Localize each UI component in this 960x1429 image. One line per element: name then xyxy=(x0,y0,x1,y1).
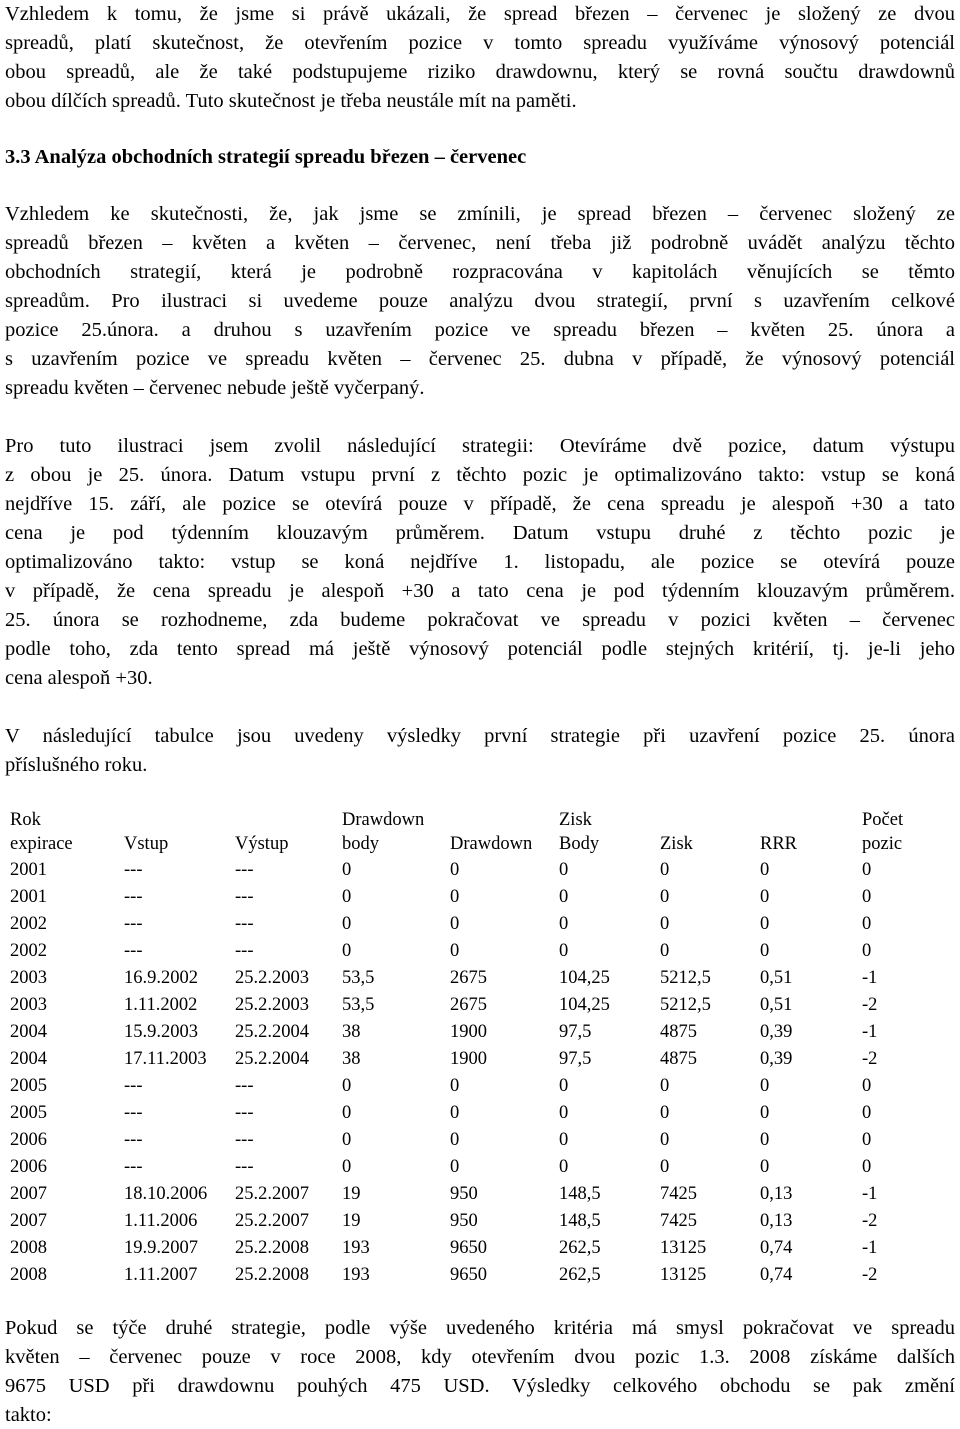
table-cell: --- xyxy=(235,1076,254,1096)
intro-line: spreadů, platí skutečnost, že otevřením pozice v tomto spreadu využíváme výnosový potenciál xyxy=(5,32,955,54)
table-cell: 15.9.2003 xyxy=(124,1022,198,1042)
table-header-cell: Počet xyxy=(862,810,904,830)
para2-line: cena alespoň +30. xyxy=(5,667,153,689)
table-cell: 0 xyxy=(660,887,670,907)
table-cell: 25.2.2008 xyxy=(235,1265,309,1285)
table-cell: 2001 xyxy=(10,887,47,907)
table-cell: 0 xyxy=(862,941,872,961)
table-cell: 7425 xyxy=(660,1211,697,1231)
table-cell: 0 xyxy=(660,1130,670,1150)
table-cell: 13125 xyxy=(660,1238,707,1258)
para3-line: příslušného roku. xyxy=(5,754,148,776)
table-header-cell: Drawdown xyxy=(342,810,425,830)
table-cell: 0 xyxy=(342,1103,352,1123)
table-cell: 0 xyxy=(559,887,569,907)
table-cell: 19 xyxy=(342,1184,361,1204)
table-cell: 2005 xyxy=(10,1103,47,1123)
table-cell: 2003 xyxy=(10,995,47,1015)
table-cell: 0 xyxy=(450,1103,460,1123)
table-cell: 950 xyxy=(450,1184,478,1204)
table-cell: 2003 xyxy=(10,968,47,988)
table-cell: -1 xyxy=(862,1238,878,1258)
table-cell: 19 xyxy=(342,1211,361,1231)
table-cell: 2004 xyxy=(10,1049,47,1069)
para4-line: květen – červenec pouze v roce 2008, kdy otevřením dvou pozic 1.3. 2008 získáme dalších xyxy=(5,1346,955,1368)
table-cell: 1.11.2007 xyxy=(124,1265,198,1285)
table-cell: -1 xyxy=(862,1184,878,1204)
table-cell: 16.9.2002 xyxy=(124,968,198,988)
table-cell: 0 xyxy=(342,887,352,907)
table-cell: 0 xyxy=(660,1103,670,1123)
table-cell: 0 xyxy=(862,1076,872,1096)
table-cell: --- xyxy=(235,887,254,907)
table-cell: 148,5 xyxy=(559,1184,601,1204)
para1-line: obchodních strategií, která je podrobně rozpracována v kapitolách věnujících se těmto xyxy=(5,261,955,283)
table-cell: 0 xyxy=(342,914,352,934)
table-cell: 0 xyxy=(559,1130,569,1150)
table-cell: -2 xyxy=(862,1211,878,1231)
table-cell: --- xyxy=(124,1157,143,1177)
table-cell: --- xyxy=(124,860,143,880)
section-heading: 3.3 Analýza obchodních strategií spreadu březen – červenec xyxy=(5,146,527,168)
table-cell: 53,5 xyxy=(342,968,375,988)
table-cell: 0 xyxy=(450,914,460,934)
table-cell: 1900 xyxy=(450,1049,487,1069)
table-cell: 950 xyxy=(450,1211,478,1231)
table-cell: 0 xyxy=(342,860,352,880)
table-cell: 0 xyxy=(450,887,460,907)
table-cell: 193 xyxy=(342,1265,370,1285)
table-header-cell: Výstup xyxy=(235,834,289,854)
table-cell: 0 xyxy=(559,1076,569,1096)
para2-line: nejdříve 15. září, ale pozice se otevírá pouze v případě, že cena spreadu je alespoň +30 a tato xyxy=(5,493,955,515)
para1-line: spreadu květen – červenec nebude ještě vyčerpaný. xyxy=(5,377,425,399)
table-cell: 25.2.2007 xyxy=(235,1184,309,1204)
table-cell: 0 xyxy=(559,860,569,880)
table-cell: 2001 xyxy=(10,860,47,880)
para3-line: V následující tabulce jsou uvedeny výsledky první strategie při uzavření pozice 25. února xyxy=(5,725,955,747)
table-cell: 1900 xyxy=(450,1022,487,1042)
table-cell: 4875 xyxy=(660,1022,697,1042)
table-cell: 148,5 xyxy=(559,1211,601,1231)
table-cell: 0 xyxy=(450,860,460,880)
table-cell: 38 xyxy=(342,1049,361,1069)
table-cell: 0 xyxy=(450,1157,460,1177)
table-cell: 0 xyxy=(862,1130,872,1150)
table-cell: 25.2.2007 xyxy=(235,1211,309,1231)
table-cell: 13125 xyxy=(660,1265,707,1285)
table-cell: -2 xyxy=(862,995,878,1015)
table-cell: 0,51 xyxy=(760,995,793,1015)
table-cell: 97,5 xyxy=(559,1022,592,1042)
table-cell: 2004 xyxy=(10,1022,47,1042)
table-cell: 0 xyxy=(760,1076,770,1096)
para4-line: 9675 USD při drawdownu pouhých 475 USD. Výsledky celkového obchodu se pak změní xyxy=(5,1375,955,1397)
table-header-cell: Drawdown xyxy=(450,834,533,854)
table-cell: --- xyxy=(235,914,254,934)
table-cell: 104,25 xyxy=(559,968,610,988)
para2-line: Pro tuto ilustraci jsem zvolil následující strategii: Otevíráme dvě pozice, datum výstupu xyxy=(5,435,955,457)
table-cell: 25.2.2004 xyxy=(235,1049,309,1069)
table-cell: --- xyxy=(124,941,143,961)
table-cell: 2008 xyxy=(10,1238,47,1258)
table-cell: 0 xyxy=(760,1157,770,1177)
table-cell: 19.9.2007 xyxy=(124,1238,198,1258)
table-cell: 0 xyxy=(862,914,872,934)
table-header-cell: Body xyxy=(559,834,600,854)
table-cell: 0 xyxy=(660,914,670,934)
table-cell: 25.2.2003 xyxy=(235,968,309,988)
table-cell: 2008 xyxy=(10,1265,47,1285)
table-header-cell: body xyxy=(342,834,379,854)
table-cell: 262,5 xyxy=(559,1238,601,1258)
table-cell: 0 xyxy=(760,887,770,907)
table-cell: 9650 xyxy=(450,1238,487,1258)
table-cell: 0 xyxy=(559,941,569,961)
table-cell: 0 xyxy=(342,1130,352,1150)
table-header-cell: expirace xyxy=(10,834,73,854)
table-cell: 0,74 xyxy=(760,1265,793,1285)
table-cell: 0 xyxy=(342,1157,352,1177)
para2-line: cena je pod týdenním klouzavým průměrem. Datum vstupu druhé z těchto pozic je xyxy=(5,522,955,544)
table-cell: 0 xyxy=(450,1076,460,1096)
table-cell: 2007 xyxy=(10,1184,47,1204)
table-cell: 2005 xyxy=(10,1076,47,1096)
table-cell: 1.11.2006 xyxy=(124,1211,198,1231)
table-cell: 0 xyxy=(760,1103,770,1123)
table-cell: 0,74 xyxy=(760,1238,793,1258)
table-cell: 0 xyxy=(450,941,460,961)
table-cell: --- xyxy=(124,914,143,934)
table-cell: 0 xyxy=(760,941,770,961)
table-cell: 0,51 xyxy=(760,968,793,988)
table-header-cell: RRR xyxy=(760,834,798,854)
table-cell: 0 xyxy=(342,1076,352,1096)
table-cell: 2007 xyxy=(10,1211,47,1231)
para4-line: Pokud se týče druhé strategie, podle výše uvedeného kritéria má smysl pokračovat ve spreadu xyxy=(5,1317,955,1339)
table-cell: 17.11.2003 xyxy=(124,1049,207,1069)
table-cell: 2002 xyxy=(10,914,47,934)
table-cell: 25.2.2008 xyxy=(235,1238,309,1258)
para2-line: v případě, že cena spreadu je alespoň +30 a tato cena je pod týdenním klouzavým průměrem. xyxy=(5,580,955,602)
table-header-cell: Rok xyxy=(10,810,41,830)
table-cell: 0 xyxy=(660,1076,670,1096)
table-cell: --- xyxy=(124,1130,143,1150)
table-cell: 0 xyxy=(760,860,770,880)
table-cell: 0 xyxy=(862,887,872,907)
table-cell: 262,5 xyxy=(559,1265,601,1285)
table-cell: 193 xyxy=(342,1238,370,1258)
table-cell: 0,39 xyxy=(760,1049,793,1069)
para2-line: 25. února se rozhodneme, zda budeme pokračovat ve spreadu v pozici květen – červenec xyxy=(5,609,955,631)
table-cell: --- xyxy=(235,1130,254,1150)
table-cell: --- xyxy=(124,887,143,907)
table-cell: 2675 xyxy=(450,968,487,988)
table-cell: 104,25 xyxy=(559,995,610,1015)
table-cell: --- xyxy=(235,860,254,880)
table-cell: 4875 xyxy=(660,1049,697,1069)
intro-line: obou dílčích spreadů. Tuto skutečnost je třeba neustále mít na paměti. xyxy=(5,90,577,112)
table-cell: -2 xyxy=(862,1265,878,1285)
table-cell: 0 xyxy=(559,1157,569,1177)
table-cell: 0 xyxy=(760,914,770,934)
table-cell: 7425 xyxy=(660,1184,697,1204)
table-cell: 2006 xyxy=(10,1130,47,1150)
table-cell: 0 xyxy=(862,860,872,880)
para2-line: podle toho, zda tento spread má ještě výnosový potenciál podle stejných kritérií, tj. je-li jeho xyxy=(5,638,955,660)
table-cell: 0 xyxy=(660,941,670,961)
table-cell: 25.2.2003 xyxy=(235,995,309,1015)
table-cell: 9650 xyxy=(450,1265,487,1285)
table-cell: 25.2.2004 xyxy=(235,1022,309,1042)
table-cell: 0,39 xyxy=(760,1022,793,1042)
table-header-cell: Zisk xyxy=(559,810,592,830)
table-cell: --- xyxy=(235,1157,254,1177)
table-cell: 18.10.2006 xyxy=(124,1184,208,1204)
table-cell: --- xyxy=(124,1076,143,1096)
table-cell: 2006 xyxy=(10,1157,47,1177)
table-cell: 0 xyxy=(760,1130,770,1150)
table-cell: --- xyxy=(124,1103,143,1123)
table-header-cell: Zisk xyxy=(660,834,693,854)
table-cell: -2 xyxy=(862,1049,878,1069)
para1-line: pozice 25.února. a druhou s uzavřením pozice ve spreadu březen – květen 25. února a xyxy=(5,319,955,341)
table-cell: 2675 xyxy=(450,995,487,1015)
para2-line: z obou je 25. února. Datum vstupu první z těchto pozic je optimalizováno takto: vstup se koná xyxy=(5,464,955,486)
table-cell: 0 xyxy=(862,1103,872,1123)
table-header-cell: Vstup xyxy=(124,834,169,854)
table-cell: 5212,5 xyxy=(660,968,711,988)
table-cell: 2002 xyxy=(10,941,47,961)
table-cell: 1.11.2002 xyxy=(124,995,198,1015)
intro-line: Vzhledem k tomu, že jsme si právě ukázali, že spread březen – červenec je složený ze dvou xyxy=(5,3,955,25)
table-cell: 0 xyxy=(559,914,569,934)
table-cell: 53,5 xyxy=(342,995,375,1015)
table-cell: 0 xyxy=(660,860,670,880)
table-cell: 0 xyxy=(862,1157,872,1177)
para1-line: spreadů březen – květen a květen – červenec, není třeba již podrobně uvádět analýzu těchto xyxy=(5,232,955,254)
para2-line: optimalizováno takto: vstup se koná nejdříve 1. listopadu, ale pozice se otevírá pouze xyxy=(5,551,955,573)
para1-line: Vzhledem ke skutečnosti, že, jak jsme se zmínili, je spread březen – červenec složený ze xyxy=(5,203,955,225)
table-cell: 0 xyxy=(342,941,352,961)
table-cell: --- xyxy=(235,941,254,961)
table-cell: --- xyxy=(235,1103,254,1123)
para1-line: s uzavřením pozice ve spreadu květen – červenec 25. dubna v případě, že výnosový potenciál xyxy=(5,348,955,370)
intro-line: obou spreadů, ale že také podstupujeme riziko drawdownu, který se rovná součtu drawdownů xyxy=(5,61,955,83)
table-cell: 0 xyxy=(660,1157,670,1177)
table-cell: 0,13 xyxy=(760,1184,793,1204)
table-cell: 5212,5 xyxy=(660,995,711,1015)
table-cell: 0 xyxy=(450,1130,460,1150)
table-header-cell: pozic xyxy=(862,834,903,854)
table-cell: 38 xyxy=(342,1022,361,1042)
para4-line: takto: xyxy=(5,1404,52,1426)
table-cell: 97,5 xyxy=(559,1049,592,1069)
table-cell: -1 xyxy=(862,968,878,988)
para1-line: spreadům. Pro ilustraci si uvedeme pouze analýzu dvou strategií, první s uzavřením celkové xyxy=(5,290,955,312)
table-cell: 0,13 xyxy=(760,1211,793,1231)
table-cell: -1 xyxy=(862,1022,878,1042)
table-cell: 0 xyxy=(559,1103,569,1123)
